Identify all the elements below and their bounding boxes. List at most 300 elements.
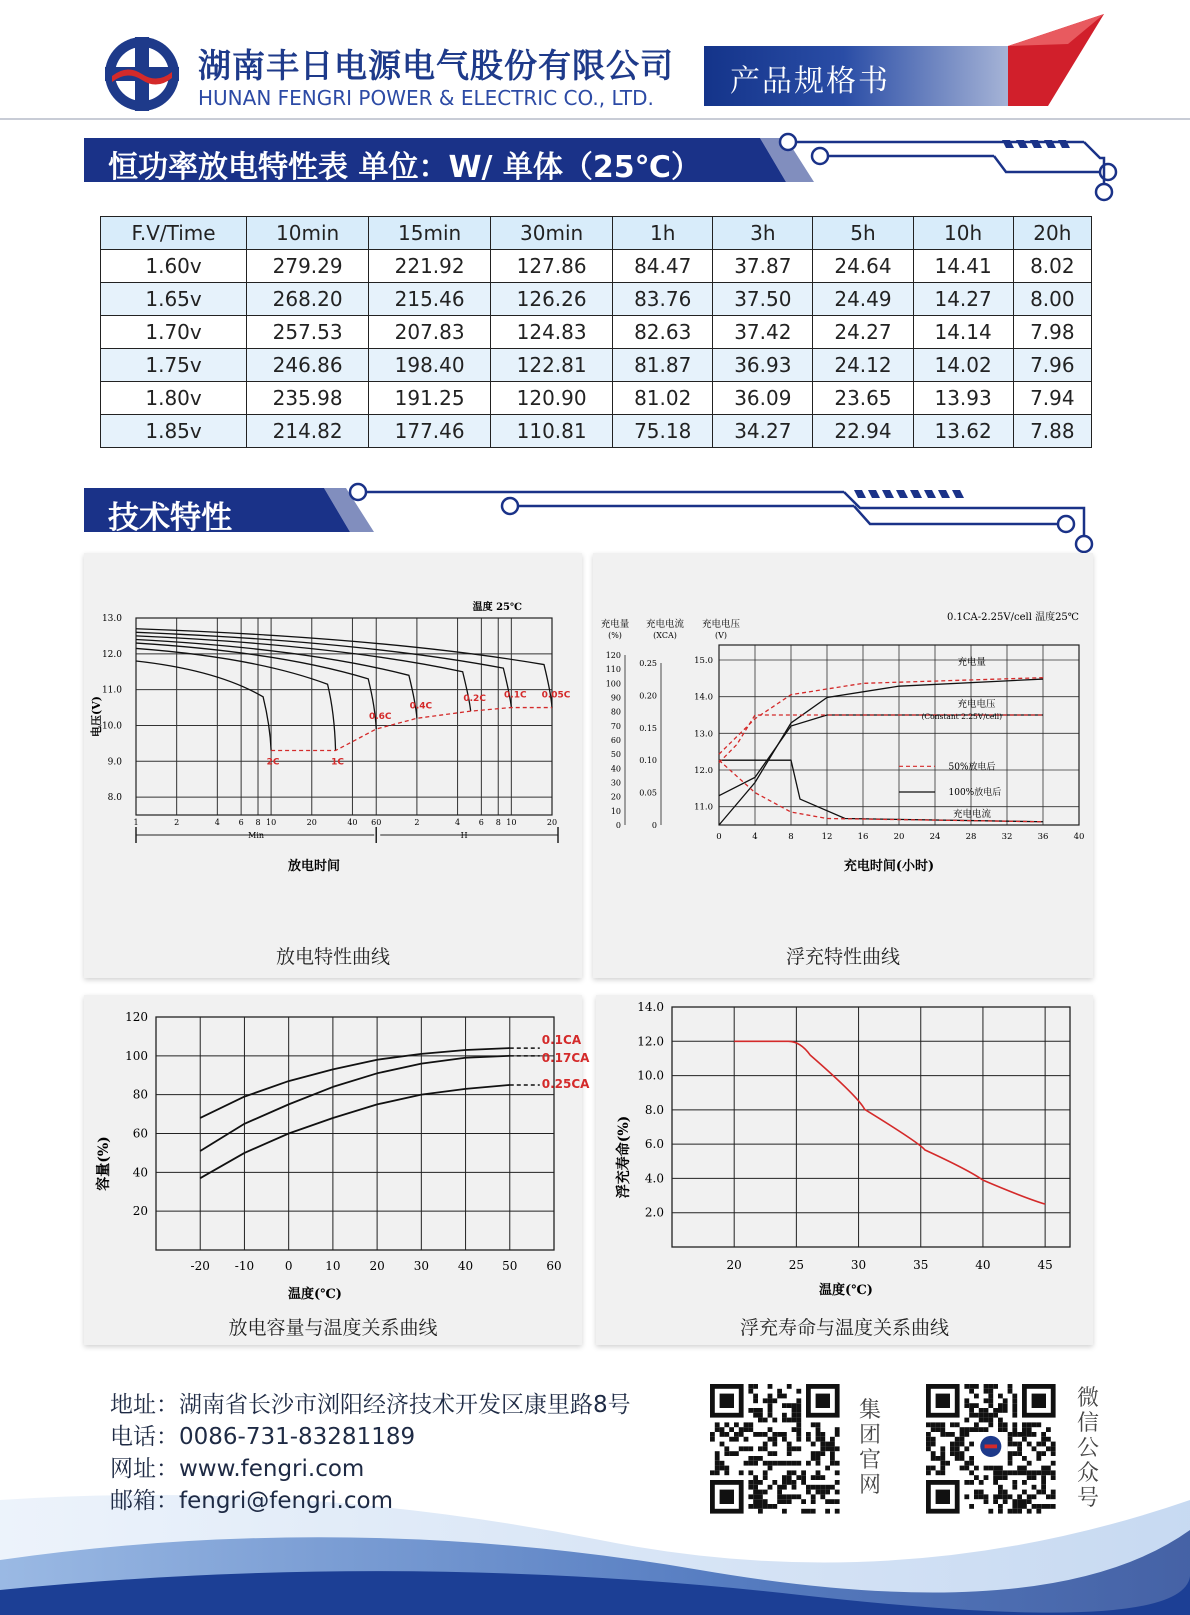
qr-module: [763, 1398, 768, 1403]
qr-module: [960, 1451, 965, 1456]
qr-module: [825, 1442, 830, 1447]
qr-module: [974, 1413, 979, 1418]
qr-module: [988, 1509, 993, 1514]
qr-module: [758, 1494, 763, 1499]
qr-module: [1032, 1475, 1037, 1480]
x-tick-label: 40: [1073, 832, 1085, 842]
qr-module: [792, 1461, 797, 1466]
qr-module: [1022, 1470, 1027, 1475]
qr-module: [950, 1451, 955, 1456]
qr-module: [782, 1432, 787, 1437]
qr-module: [772, 1461, 777, 1466]
qr-module: [782, 1494, 787, 1499]
qr-module: [768, 1408, 773, 1413]
qr-module: [816, 1490, 821, 1495]
qr-module: [1046, 1494, 1051, 1499]
qr-module: [748, 1480, 753, 1485]
qr-module: [1032, 1504, 1037, 1509]
qr-module: [1003, 1422, 1008, 1427]
qr-module: [1003, 1499, 1008, 1504]
qr-module: [715, 1461, 720, 1466]
axis-header: 充电量: [600, 619, 630, 630]
qr-module: [753, 1413, 758, 1418]
qr-module: [964, 1427, 969, 1432]
company-name-en: HUNAN FENGRI POWER & ELECTRIC CO., LTD.: [198, 86, 654, 110]
qr-module: [926, 1470, 931, 1475]
qr-module: [763, 1499, 768, 1504]
y-tick-label: 60: [132, 1126, 148, 1141]
table-cell: 34.27: [713, 415, 813, 448]
table-cell: 8.02: [1013, 250, 1091, 283]
qr-module: [1036, 1422, 1041, 1427]
qr-module: [835, 1432, 840, 1437]
qr-label-website: 集团官网: [858, 1398, 881, 1498]
qr-module: [1012, 1432, 1017, 1437]
qr-module: [1012, 1451, 1017, 1456]
table-cell: 13.62: [913, 415, 1013, 448]
qr-module: [768, 1398, 773, 1403]
qr-module: [936, 1470, 941, 1475]
table-cell: 24.12: [813, 349, 913, 382]
y-tick-label: 4.0: [644, 1171, 664, 1186]
y-tick-label: 120: [125, 1010, 148, 1024]
qr-module: [724, 1470, 729, 1475]
qr-module: [753, 1490, 758, 1495]
y-tick-label: 11.0: [101, 685, 122, 696]
qr-module: [960, 1427, 965, 1432]
qr-module: [1008, 1451, 1013, 1456]
qr-module: [753, 1398, 758, 1403]
capacity-temp-chart: [84, 995, 590, 1305]
qr-module: [811, 1442, 816, 1447]
qr-finder: [936, 1490, 950, 1504]
qr-module: [931, 1466, 936, 1471]
qr-module: [950, 1442, 955, 1447]
y-tick-label: 80: [610, 707, 621, 717]
column-header: 10h: [913, 217, 1013, 250]
table-cell: 1.65v: [101, 283, 247, 316]
qr-module: [768, 1466, 773, 1471]
axis-unit: (V): [714, 631, 728, 640]
qr-module: [768, 1384, 773, 1389]
qr-module: [931, 1422, 936, 1427]
qr-module: [792, 1480, 797, 1485]
rate-label: 2C: [266, 757, 280, 768]
qr-module: [1003, 1490, 1008, 1495]
qr-module: [720, 1427, 725, 1432]
qr-module: [974, 1427, 979, 1432]
qr-module: [936, 1422, 941, 1427]
qr-module: [720, 1461, 725, 1466]
table-cell: 246.86: [247, 349, 369, 382]
y-tick-label: 40: [132, 1165, 148, 1180]
x-axis-label: 温度(℃): [288, 1287, 342, 1302]
qr-module: [969, 1408, 974, 1413]
qr-module: [984, 1389, 989, 1394]
qr-module: [1041, 1466, 1046, 1471]
qr-module: [772, 1442, 777, 1447]
qr-module: [993, 1408, 998, 1413]
y-tick-label: 20: [132, 1204, 148, 1219]
y-tick-label: 100: [605, 679, 621, 689]
qr-module: [964, 1398, 969, 1403]
axis-unit: (%): [608, 631, 622, 640]
qr-module: [1022, 1432, 1027, 1437]
qr-module: [820, 1475, 825, 1480]
qr-module: [763, 1490, 768, 1495]
qr-module: [1027, 1475, 1032, 1480]
qr-module: [816, 1427, 821, 1432]
qr-module: [1008, 1470, 1013, 1475]
x-tick-label: -10: [234, 1259, 255, 1273]
x-axis-label: 充电时间(小时): [843, 859, 935, 874]
x-tick-label: 40: [347, 818, 358, 827]
qr-module: [792, 1403, 797, 1408]
y-tick-label: 12.0: [637, 1034, 664, 1049]
y-axis-label: 电压(V): [90, 696, 103, 737]
x-tick-label: 2: [414, 818, 420, 827]
qr-module: [772, 1437, 777, 1442]
rate-label: 0.1C: [504, 690, 527, 701]
qr-module: [758, 1408, 763, 1413]
qr-module: [960, 1437, 965, 1442]
qr-module: [811, 1494, 816, 1499]
qr-module: [830, 1461, 835, 1466]
x-unit-label: Min: [248, 831, 265, 840]
qr-module: [1008, 1389, 1013, 1394]
qr-module: [744, 1437, 749, 1442]
qr-module: [1012, 1403, 1017, 1408]
x-axis-label: 温度(℃): [819, 1283, 873, 1298]
qr-module: [811, 1422, 816, 1427]
qr-module: [1022, 1490, 1027, 1495]
tech-section-title: 技术特性: [108, 500, 232, 536]
y-tick-label: 15.0: [694, 656, 713, 666]
qr-module: [715, 1456, 720, 1461]
qr-module: [979, 1408, 984, 1413]
qr-module: [763, 1475, 768, 1480]
rate-label: 0.6C: [368, 712, 392, 723]
qr-module: [825, 1499, 830, 1504]
qr-module: [1041, 1504, 1046, 1509]
qr-module: [753, 1480, 758, 1485]
table-cell: 1.70v: [101, 316, 247, 349]
qr-module: [979, 1494, 984, 1499]
qr-module: [787, 1480, 792, 1485]
qr-module: [1036, 1509, 1041, 1514]
y-tick-label: 110: [605, 665, 621, 675]
discharge-curve: [136, 643, 376, 729]
qr-module: [974, 1466, 979, 1471]
qr-module: [782, 1475, 787, 1480]
qr-module: [835, 1480, 840, 1485]
qr-module: [792, 1408, 797, 1413]
qr-finder: [816, 1394, 830, 1408]
rate-label: 0.2C: [463, 694, 486, 705]
qr-module: [753, 1499, 758, 1504]
qr-module: [744, 1422, 749, 1427]
table-cell: 124.83: [491, 316, 613, 349]
qr-module: [964, 1384, 969, 1389]
qr-module: [974, 1422, 979, 1427]
header-divider: [0, 118, 1190, 120]
x-tick-label: 4: [752, 832, 758, 842]
qr-module: [974, 1494, 979, 1499]
qr-module: [816, 1437, 821, 1442]
qr-module: [984, 1398, 989, 1403]
y-axis-label: 浮充寿命(%): [616, 1115, 632, 1199]
qr-module: [1032, 1470, 1037, 1475]
qr-module: [998, 1394, 1003, 1399]
plot-frame: [672, 1007, 1070, 1247]
charge-voltage-curve: [719, 715, 1043, 796]
qr-module: [1003, 1475, 1008, 1480]
table-row: [101, 250, 1092, 283]
qr-module: [1041, 1470, 1046, 1475]
qr-module: [724, 1432, 729, 1437]
qr-module: [1027, 1442, 1032, 1447]
qr-code-wechat[interactable]: [918, 1380, 1066, 1520]
qr-module: [825, 1466, 830, 1471]
contact-website[interactable]: 网址：www.fengri.com: [110, 1456, 365, 1482]
qr-module: [811, 1451, 816, 1456]
qr-module: [753, 1485, 758, 1490]
qr-module: [787, 1403, 792, 1408]
x-tick-label: 8: [788, 832, 794, 842]
qr-module: [998, 1490, 1003, 1495]
qr-module: [753, 1461, 758, 1466]
qr-module: [777, 1499, 782, 1504]
qr-module: [926, 1466, 931, 1471]
qr-module: [984, 1384, 989, 1389]
qr-module: [753, 1394, 758, 1399]
qr-module: [830, 1446, 835, 1451]
column-header: 20h: [1013, 217, 1091, 250]
x-tick-label: 8: [255, 818, 261, 827]
qr-module: [768, 1394, 773, 1399]
qr-module: [1032, 1446, 1037, 1451]
rate-label: 0.05C: [541, 690, 571, 701]
qr-module: [753, 1504, 758, 1509]
qr-module: [1041, 1437, 1046, 1442]
y-tick-label: 30: [610, 778, 621, 788]
x-unit-label: H: [460, 831, 468, 840]
qr-module: [964, 1418, 969, 1423]
table-cell: 120.90: [491, 382, 613, 415]
qr-module: [763, 1432, 768, 1437]
x-tick-label: 32: [1001, 832, 1013, 842]
x-tick-label: 16: [857, 832, 869, 842]
y-tick-label: 0.05: [639, 788, 657, 798]
qr-module: [1017, 1494, 1022, 1499]
qr-module: [984, 1408, 989, 1413]
qr-module: [758, 1432, 763, 1437]
qr-module: [835, 1446, 840, 1451]
qr-module: [969, 1470, 974, 1475]
qr-module: [763, 1470, 768, 1475]
x-tick-label: 4: [214, 818, 220, 827]
table-cell: 235.98: [247, 382, 369, 415]
qr-module: [758, 1413, 763, 1418]
table-cell: 37.42: [713, 316, 813, 349]
qr-module: [1041, 1432, 1046, 1437]
qr-module: [763, 1446, 768, 1451]
capacity-curve: [200, 1056, 510, 1151]
qr-module: [1027, 1509, 1032, 1514]
table-row: [101, 349, 1092, 382]
qr-module: [763, 1461, 768, 1466]
qr-module: [792, 1485, 797, 1490]
qr-module: [1046, 1437, 1051, 1442]
qr-module: [1012, 1470, 1017, 1475]
table-cell: 268.20: [247, 283, 369, 316]
qr-module: [1017, 1451, 1022, 1456]
rate-label: 0.17CA: [541, 1050, 590, 1065]
qr-module: [926, 1422, 931, 1427]
qr-module: [1008, 1437, 1013, 1442]
qr-module: [792, 1413, 797, 1418]
qr-module: [811, 1509, 816, 1514]
qr-module: [758, 1504, 763, 1509]
qr-module: [1008, 1432, 1013, 1437]
qr-module: [945, 1432, 950, 1437]
contact-email[interactable]: 邮箱：fengri@fengri.com: [110, 1488, 393, 1514]
qr-module: [835, 1470, 840, 1475]
y-tick-label: 8.0: [107, 793, 122, 804]
qr-module: [1027, 1461, 1032, 1466]
qr-label-wechat: 微信公众号: [1076, 1386, 1099, 1511]
qr-module: [835, 1427, 840, 1432]
legend-label: 100%放电后: [948, 788, 1002, 798]
qr-module: [801, 1480, 806, 1485]
qr-module: [796, 1427, 801, 1432]
qr-module: [758, 1456, 763, 1461]
qr-module: [787, 1451, 792, 1456]
company-logo: [102, 34, 182, 114]
qr-module: [998, 1422, 1003, 1427]
qr-module: [744, 1461, 749, 1466]
x-tick-label: 60: [371, 818, 382, 827]
qr-module: [777, 1485, 782, 1490]
y-tick-label: 0.20: [639, 691, 657, 701]
qr-module: [724, 1466, 729, 1471]
qr-module: [955, 1446, 960, 1451]
qr-module: [715, 1451, 720, 1456]
qr-module: [969, 1504, 974, 1509]
qr-module: [998, 1408, 1003, 1413]
rate-label: 0.4C: [409, 701, 433, 712]
contact-phone: 电话：0086-731-83281189: [110, 1424, 416, 1450]
qr-module: [816, 1461, 821, 1466]
qr-module: [1017, 1466, 1022, 1471]
qr-module: [830, 1499, 835, 1504]
qr-module: [792, 1470, 797, 1475]
qr-finder: [720, 1490, 734, 1504]
rate-label: 1C: [331, 757, 344, 768]
qr-module: [724, 1422, 729, 1427]
qr-module: [806, 1432, 811, 1437]
table-cell: 37.87: [713, 250, 813, 283]
qr-module: [782, 1499, 787, 1504]
qr-module: [984, 1418, 989, 1423]
qr-code-website[interactable]: [702, 1380, 850, 1520]
qr-module: [969, 1442, 974, 1447]
qr-module: [1051, 1470, 1056, 1475]
qr-module: [801, 1499, 806, 1504]
table-cell: 1.60v: [101, 250, 247, 283]
discharge-curve: [136, 639, 417, 718]
y-tick-label: 10.0: [101, 721, 122, 732]
qr-module: [835, 1461, 840, 1466]
axis-unit: (XCA): [653, 631, 677, 640]
y-tick-label: 8.0: [644, 1102, 664, 1117]
table-cell: 257.53: [247, 316, 369, 349]
discharge-curve: [136, 629, 552, 708]
x-tick-label: 30: [850, 1258, 867, 1272]
qr-module: [998, 1494, 1003, 1499]
qr-module: [964, 1461, 969, 1466]
qr-module: [758, 1418, 763, 1423]
qr-module: [1012, 1504, 1017, 1509]
table-cell: 127.86: [491, 250, 613, 283]
qr-module: [955, 1422, 960, 1427]
y-tick-label: 0.25: [639, 659, 657, 668]
qr-module: [782, 1403, 787, 1408]
table-cell: 7.88: [1013, 415, 1091, 448]
x-tick-label: 1: [133, 818, 139, 827]
table-cell: 1.80v: [101, 382, 247, 415]
qr-module: [811, 1485, 816, 1490]
qr-module: [729, 1427, 734, 1432]
qr-module: [1022, 1480, 1027, 1485]
qr-module: [796, 1403, 801, 1408]
qr-module: [1051, 1475, 1056, 1480]
qr-module: [931, 1427, 936, 1432]
qr-module: [777, 1461, 782, 1466]
qr-module: [748, 1427, 753, 1432]
banner-red-accent: [1008, 14, 1114, 108]
qr-module: [1036, 1504, 1041, 1509]
x-tick-label: 20: [369, 1259, 385, 1273]
x-tick-label: 6: [238, 818, 244, 827]
qr-module: [988, 1418, 993, 1423]
y-tick-label: 12.0: [694, 766, 713, 776]
column-header: 5h: [813, 217, 913, 250]
qr-module: [772, 1432, 777, 1437]
qr-module: [926, 1446, 931, 1451]
qr-module: [753, 1475, 758, 1480]
table-row: [101, 415, 1092, 448]
table-cell: 110.81: [491, 415, 613, 448]
qr-module: [720, 1432, 725, 1437]
qr-module: [1027, 1494, 1032, 1499]
qr-module: [940, 1461, 945, 1466]
curve-label: 充电电流: [953, 809, 992, 821]
qr-module: [777, 1432, 782, 1437]
qr-module: [801, 1509, 806, 1514]
x-tick-label: -20: [190, 1259, 210, 1273]
qr-module: [825, 1509, 830, 1514]
qr-module: [1008, 1442, 1013, 1447]
table-cell: 13.93: [913, 382, 1013, 415]
qr-module: [1046, 1446, 1051, 1451]
qr-module: [998, 1470, 1003, 1475]
qr-module: [1008, 1509, 1013, 1514]
qr-module: [964, 1466, 969, 1471]
curve-label: 充电电压: [957, 699, 996, 711]
qr-module: [1027, 1427, 1032, 1432]
qr-module: [796, 1398, 801, 1403]
